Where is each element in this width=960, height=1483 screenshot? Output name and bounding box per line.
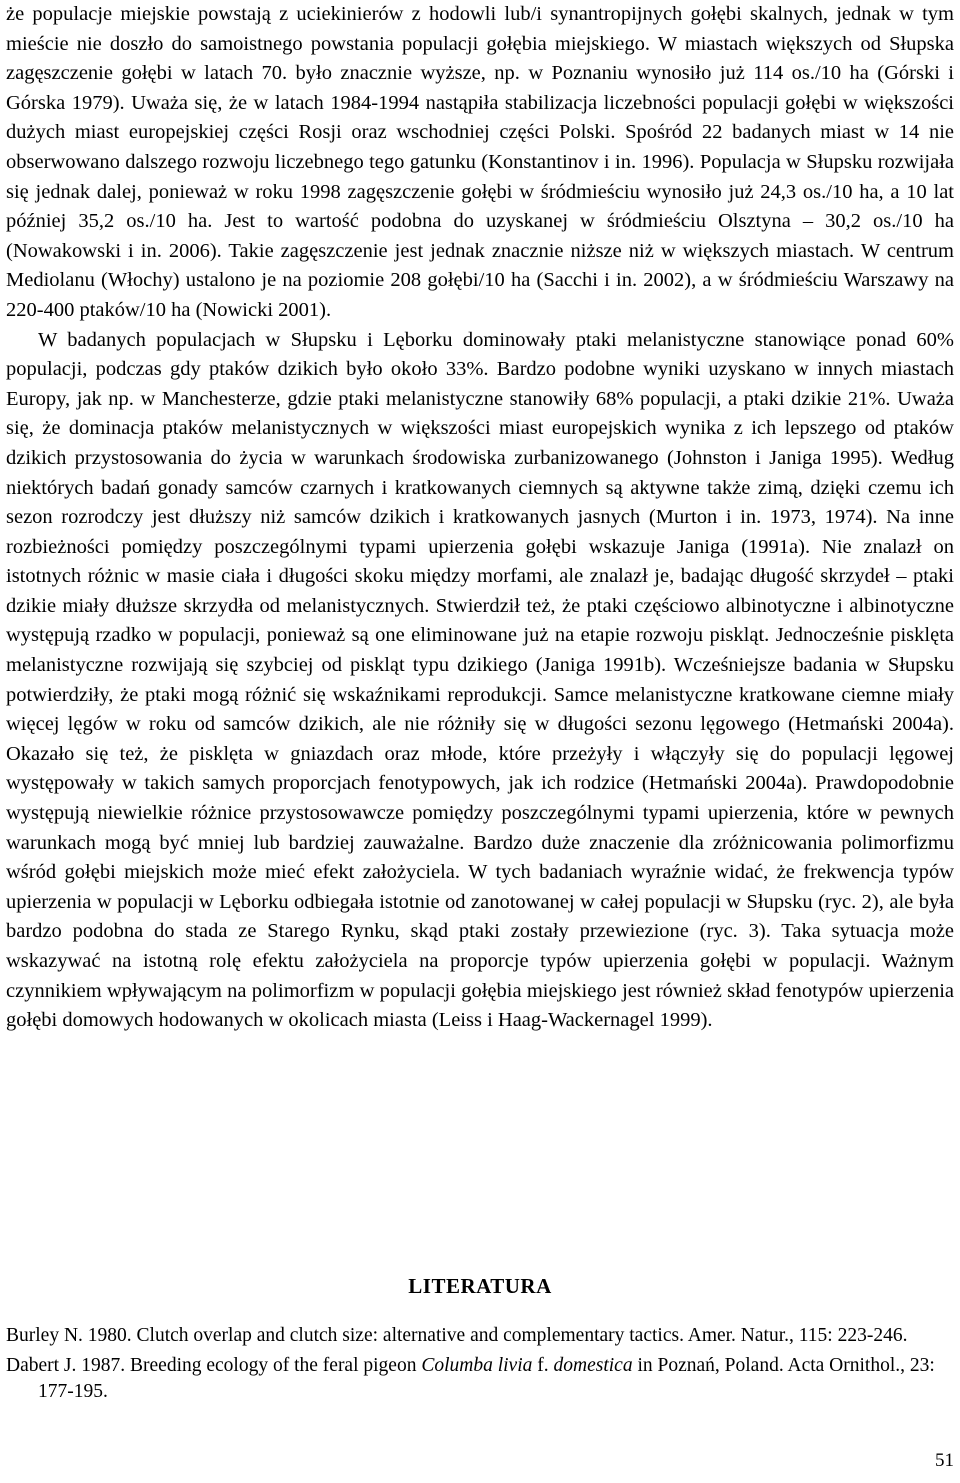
reference-item <box>6 1323 954 1350</box>
document-page <box>6 0 954 1402</box>
subspecies-name: domestica <box>553 1354 633 1376</box>
reference-text: Dabert J. 1987. Breeding ecology of the feral pigeon <box>6 1354 422 1376</box>
page-number: 51 <box>935 1450 954 1471</box>
reference-text: Burley N. 1980. Clutch overlap and clutch size: alternative and complementary tactics. Amer. Natur., 115: 223-246. <box>6 1325 908 1346</box>
reference-item <box>6 1353 954 1406</box>
body-paragraph-2: W badanych populacjach w Słupsku i Lęborku dominowały ptaki melanistyczne stanowiące ponad 60% populacji, podczas gdy ptaków dzikich było około 33%. Bardzo podobne wyniki uzyskano w innych miastach Europy, jak np. w Manchesterze, gdzie ptaki melanistyczne stanowiły 68% populacji, a ptaki dzikie 21%. Uważa się, że dominacja ptaków melanistycznych w większości miast europejskich wynika z ich lepszego od ptaków dzikich przystosowania do życia w warunkach środowiska zurbanizowanego (Johnston i Janiga 1995). Według niektórych badań gonady samców czarnych i kratkowanych ciemnych są aktywne także zimą, dzięki czemu ich sezon rozrodczy jest dłuższy niż samców dzikich i kratkowanych jasnych (Murton i in. 1973, 1974). Na inne rozbieżności pomiędzy poszczególnymi typami upierzenia gołębi wskazuje Janiga (1991a). Nie znalazł on istotnych różnic w masie ciała i długości skoku między morfami, ale znalazł je, badając długość skrzydeł – ptaki dzikie miały dłuższe skrzydła od melanistycznych. Stwierdził też, że ptaki częściowo albinotyczne i albinotyczne występują rzadko w populacji, ponieważ są one eliminowane już na etapie rozwoju piskląt. Jednocześnie pisklęta melanistyczne rozwijają się szybciej od piskląt typu dzikiego (Janiga 1991b). Wcześniejsze badania w Słupsku potwierdziły, że ptaki mogą różnić się wskaźnikami reprodukcji. Samce melanistyczne kratkowane ciemne miały więcej lęgów w roku od samców dzikich, ale nie różniły się w długości sezonu lęgowego (Hetmański 2004a). Okazało się też, że pisklęta w gniazdach oraz młode, które przeżyły i włączyły się do populacji lęgowej występowały w takich samych proporcjach fenotypowych, jak ich rodzice (Hetmański 2004a). Prawdopodobnie występują niewielkie różnice przystosowawcze pomiędzy poszczególnymi typami upierzenia, które w pewnych warunkach mogą być mniej lub bardziej zauważalne. Bardzo duże znaczenie dla zróżnicowania polimorfizmu wśród gołębi miejskich może mieć efekt założyciela. W tych badaniach wyraźnie widać, że frekwencja typów upierzenia w populacji w Lęborku odbiegała istotnie od zanotowanej w całej populacji w Słupsku (ryc. 2), ale była bardzo podobna do stada ze Starego Rynku, skąd ptaki zostały przewiezione (ryc. 3). Taka sytuacja może wskazywać na istotną rolę efektu założyciela na proporcje typów upierzenia gołębi w populacji. Ważnym czynnikiem wpływającym na polimorfizm w populacji gołębia miejskiego jest również skład fenotypów upierzenia gołębi domowych hodowanych w okolicach miasta (Leiss i Haag-Wackernagel 1999). <box>6 328 954 1032</box>
body-paragraph-1: że populacje miejskie powstają z uciekinierów z hodowli lub/i synantropijnych gołębi skalnych, jednak w tym mieście nie doszło do samoistnego powstania populacji gołębia miejskiego. W miastach większych od Słupska zagęszczenie gołębi w latach 70. było znacznie wyższe, np. w Poznaniu wynosiło już 114 os./10 ha (Górski i Górska 1979). Uważa się, że w latach 1984-1994 nastąpiła stabilizacja liczebności populacji gołębi w większości dużych miast europejskiej części Rosji oraz wschodniej części Polski. Spośród 22 badanych miast w 14 nie obserwowano dalszego rozwoju liczebnego tego gatunku (Konstantinov i in. 1996). Populacja w Słupsku rozwijała się jednak dalej, ponieważ w roku 1998 zagęszczenie gołębi w śródmieściu wynosiło już 24,3 os./10 ha, a 10 lat później 35,2 os./10 ha. Jest to wartość podobna do uzyskanej w śródmieściu Olsztyna – 30,2 os./10 ha (Nowakowski i in. 2006). Takie zagęszczenie jest jednak znacznie niższe niż w większych miastach. W centrum Mediolanu (Włochy) ustalono je na poziomie 208 gołębi/10 ha (Sacchi i in. 2002), a w śródmieściu Warszawy na 220-400 ptaków/10 ha (Nowicki 2001). <box>6 3 954 321</box>
literature-heading: LITERATURA <box>408 1274 552 1298</box>
species-name: Columba livia <box>421 1354 533 1376</box>
reference-text: f. <box>532 1354 554 1376</box>
reference-text: in Poznań, Poland. Acta Ornithol., 23: 177-195. <box>38 1354 935 1402</box>
reference-list <box>6 1323 954 1406</box>
